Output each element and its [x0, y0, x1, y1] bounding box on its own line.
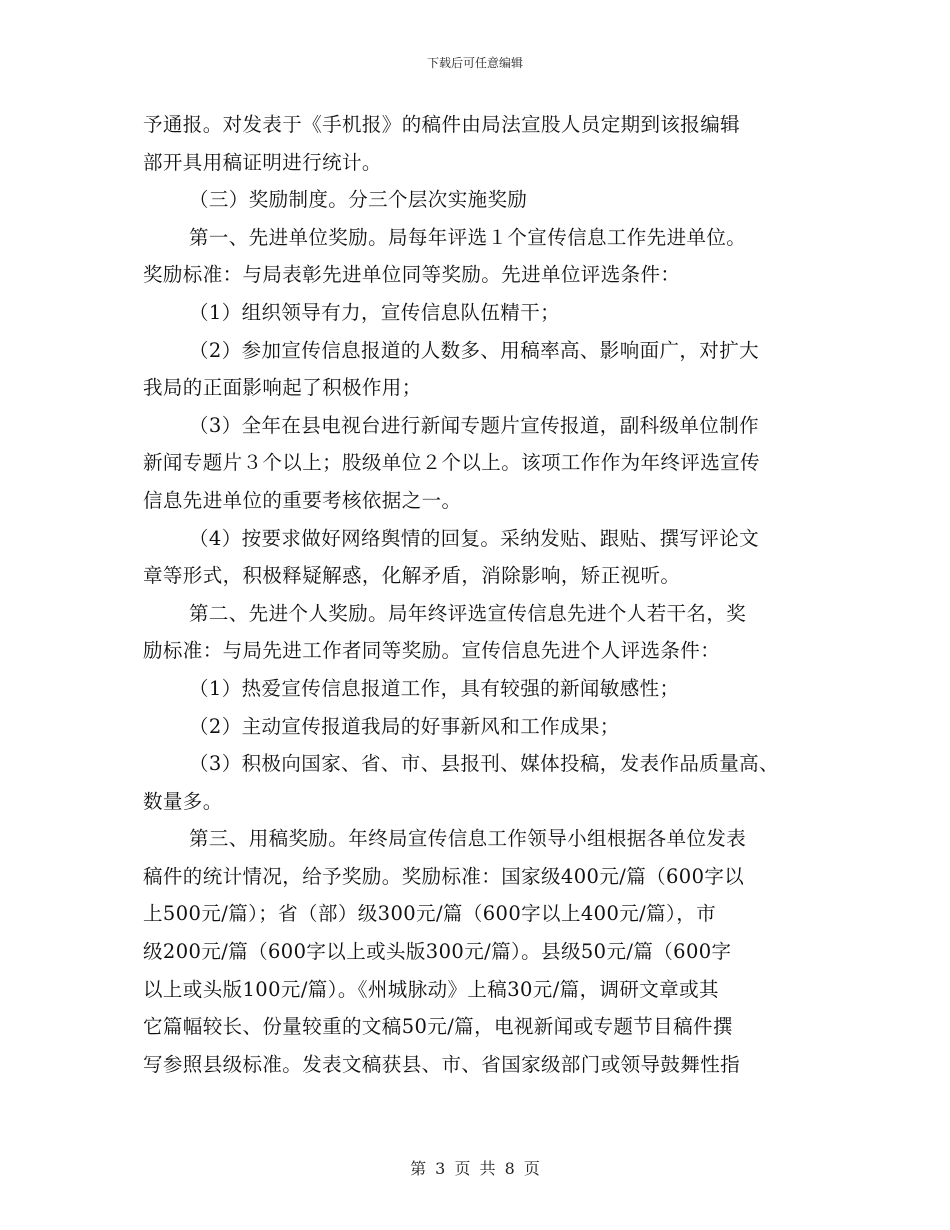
paragraph-line: （三）奖励制度。分三个层次实施奖励 [189, 188, 528, 212]
paragraph-line: （2）参加宣传信息报道的人数多、用稿率高、影响面广，对扩大 [189, 338, 760, 362]
paragraph-line: 部开具用稿证明进行统计。 [143, 150, 382, 174]
paragraph-line: 写参照县级标准。发表文稿获县、市、省国家级部门或领导鼓舞性指 [143, 1052, 741, 1076]
paragraph-line: 予通报。对发表于《手机报》的稿件由局法宣股人员定期到该报编辑 [143, 113, 741, 136]
paragraph-line: （4）按要求做好网络舆情的回复。采纳发贴、跟贴、撰写评论文 [189, 526, 760, 550]
paragraph-line: 以上或头版100元/篇）。《州城脉动》上稿30元/篇，调研文章或其 [143, 977, 719, 1001]
paragraph-line: 数量多。 [143, 789, 223, 813]
page-number: 第 3 页 共 8 页 [410, 1159, 540, 1178]
paragraph-line: 第一、先进单位奖励。局每年评选１个宣传信息工作先进单位。 [189, 225, 747, 249]
paragraph-line: （1）组织领导有力，宣传信息队伍精干； [189, 300, 561, 324]
paragraph-line: 第二、先进个人奖励。局年终评选宣传信息先进个人若干名，奖 [189, 601, 747, 625]
paragraph-line: 我局的正面影响起了积极作用； [143, 376, 422, 400]
paragraph-line: （1）热爱宣传信息报道工作，具有较强的新闻敏感性； [189, 676, 680, 700]
paragraph-line: 新闻专题片３个以上；股级单位２个以上。该项工作作为年终评选宣传 [143, 451, 760, 475]
paragraph-line: 信息先进单位的重要考核依据之一。 [143, 488, 462, 512]
paragraph-line: 章等形式，积极释疑解惑，化解矛盾，消除影响，矫正视听。 [143, 564, 681, 588]
paragraph-line: 奖励标准：与局表彰先进单位同等奖励。先进单位评选条件： [143, 263, 681, 287]
paragraph-line: （3）积极向国家、省、市、县报刊、媒体投稿，发表作品质量高、 [189, 752, 779, 776]
document-body [143, 106, 823, 1083]
paragraph-line: 级200元/篇（600字以上或头版300元/篇）。县级50元/篇（600字 [143, 940, 732, 964]
page-header-note: 下载后可任意编辑 [426, 56, 523, 70]
paragraph-line: 稿件的统计情况，给予奖励。奖励标准：国家级400元/篇（600字以 [143, 864, 745, 888]
paragraph-line: 上500元/篇）；省（部）级300元/篇（600字以上400元/篇），市 [143, 902, 716, 926]
paragraph-line: 它篇幅较长、份量较重的文稿50元/篇，电视新闻或专题节目稿件撰 [143, 1015, 733, 1039]
paragraph-line: （3）全年在县电视台进行新闻专题片宣传报道，副科级单位制作 [189, 413, 760, 437]
paragraph-line: 第三、用稿奖励。年终局宣传信息工作领导小组根据各单位发表 [189, 827, 747, 851]
paragraph-line: 励标准：与局先进工作者同等奖励。宣传信息先进个人评选条件： [143, 639, 721, 663]
paragraph-line: （2）主动宣传报道我局的好事新风和工作成果； [189, 714, 620, 738]
